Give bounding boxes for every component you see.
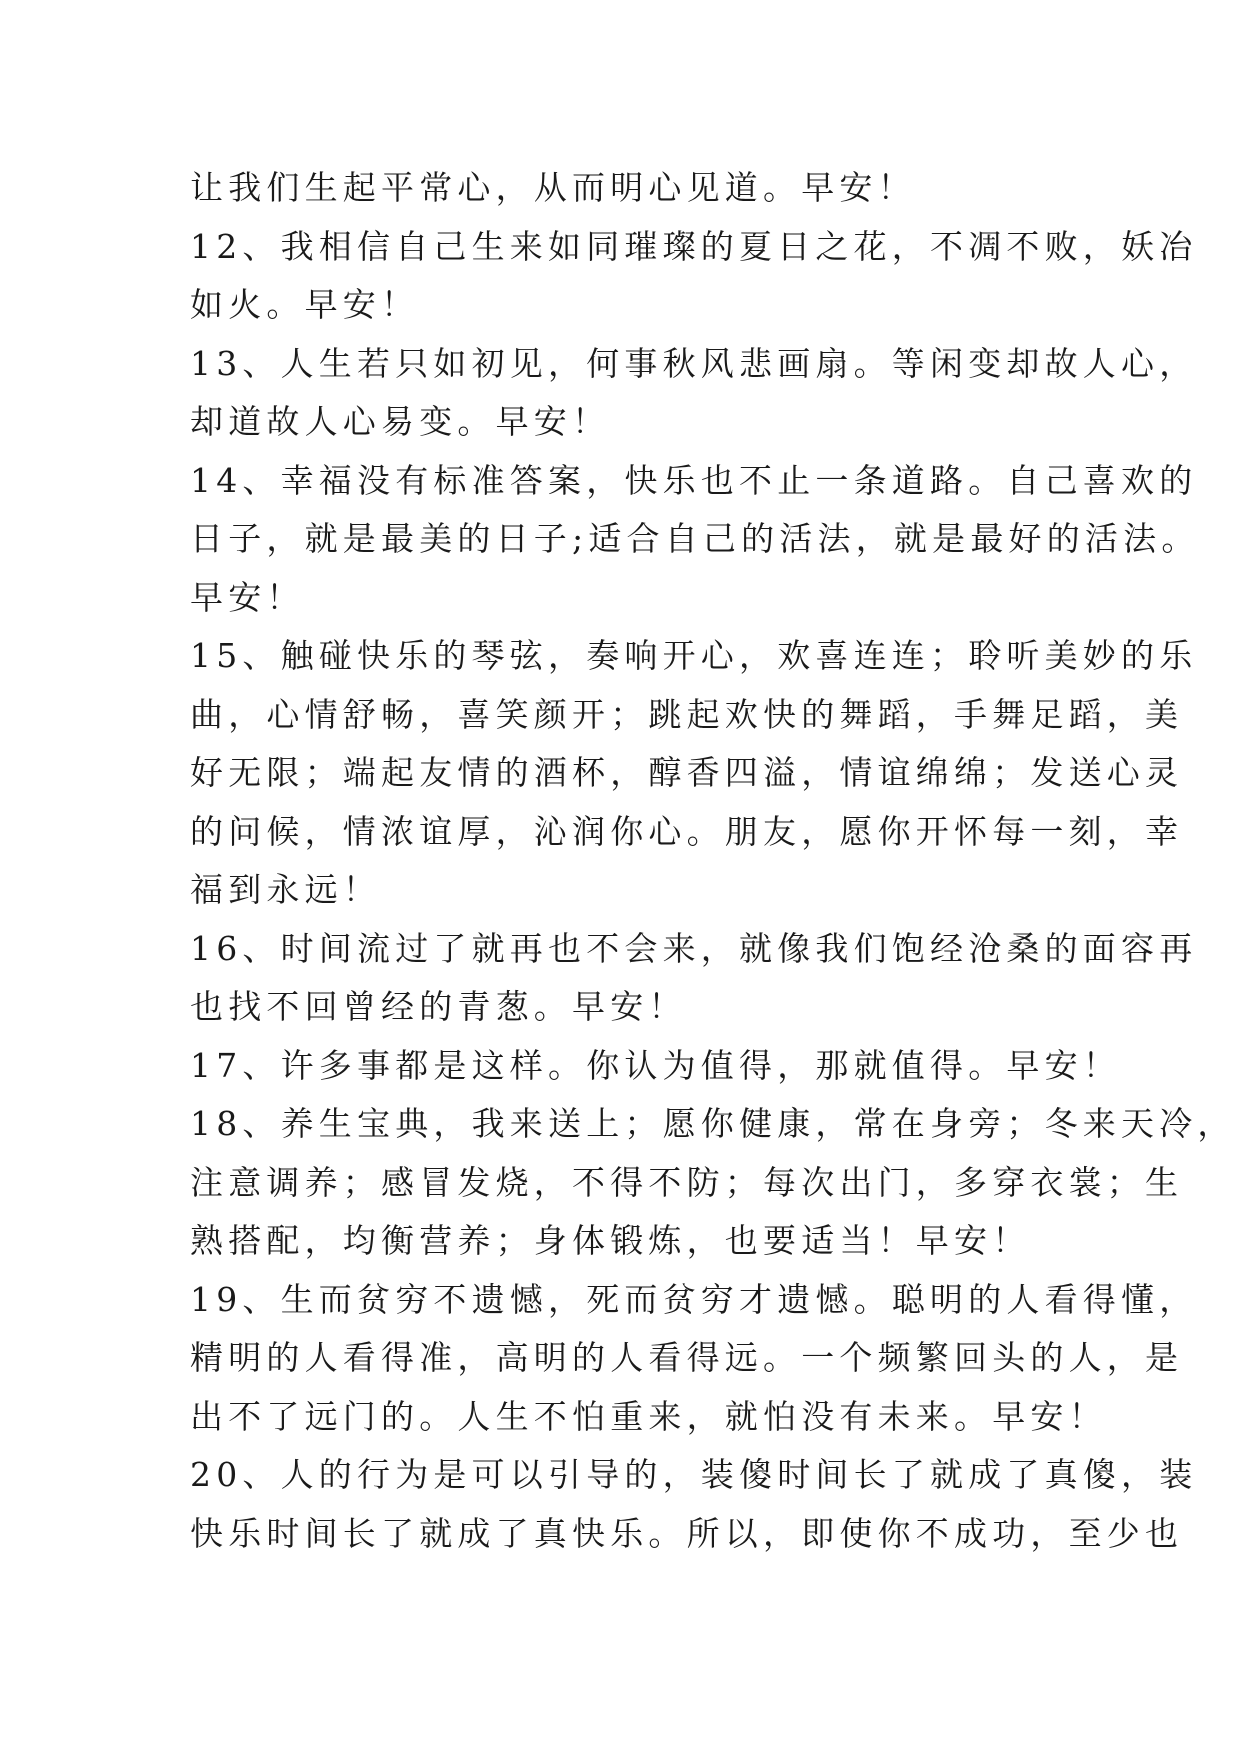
document-body [190, 159, 1236, 1563]
text-line: 13、人生若只如初见，何事秋风悲画扇。等闲变却故人心， [190, 343, 1198, 383]
text-line: 日子，就是最美的日子;适合自己的活法，就是最好的活法。 [190, 519, 1200, 558]
text-line: 出不了远门的。人生不怕重来，就怕没有未来。早安！ [190, 1396, 1107, 1436]
text-line: 却道故人心易变。早安！ [190, 402, 611, 441]
text-line: 14、幸福没有标准答案，快乐也不止一条道路。自己喜欢的 [190, 460, 1198, 500]
text-line: 18、养生宝典，我来送上；愿你健康，常在身旁；冬来天冷， [190, 1104, 1236, 1143]
text-line: 17、许多事都是这样。你认为值得，那就值得。早安！ [190, 1045, 1121, 1085]
text-line: 快乐时间长了就成了真快乐。所以，即使你不成功，至少也 [190, 1513, 1184, 1553]
text-line: 精明的人看得准，高明的人看得远。一个频繁回头的人，是 [190, 1338, 1184, 1377]
text-line: 熟搭配，均衡营养；身体锻炼，也要适当！早安！ [190, 1221, 1031, 1260]
text-line: 15、触碰快乐的琴弦，奏响开心，欢喜连连；聆听美妙的乐 [190, 636, 1198, 675]
text-line: 12、我相信自己生来如同璀璨的夏日之花，不凋不败，妖冶 [190, 226, 1198, 266]
text-line: 曲，心情舒畅，喜笑颜开；跳起欢快的舞蹈，手舞足蹈，美 [190, 694, 1184, 734]
text-line: 的问候，情浓谊厚，沁润你心。朋友，愿你开怀每一刻，幸 [190, 811, 1184, 851]
text-line: 好无限；端起友情的酒杯，醇香四溢，情谊绵绵；发送心灵 [190, 753, 1184, 792]
text-line: 也找不回曾经的青葱。早安！ [190, 987, 687, 1026]
text-line: 让我们生起平常心，从而明心见道。早安！ [190, 168, 916, 207]
text-line: 19、生而贫穷不遗憾，死而贫穷才遗憾。聪明的人看得懂， [190, 1279, 1198, 1319]
text-line: 福到永远！ [190, 870, 381, 909]
text-line: 20、人的行为是可以引导的，装傻时间长了就成了真傻，装 [190, 1455, 1198, 1494]
text-line: 注意调养；感冒发烧，不得不防；每次出门，多穿衣裳；生 [190, 1162, 1184, 1202]
text-line: 早安！ [190, 577, 305, 617]
text-line: 如火。早安！ [190, 285, 420, 324]
text-line: 16、时间流过了就再也不会来，就像我们饱经沧桑的面容再 [190, 928, 1198, 968]
